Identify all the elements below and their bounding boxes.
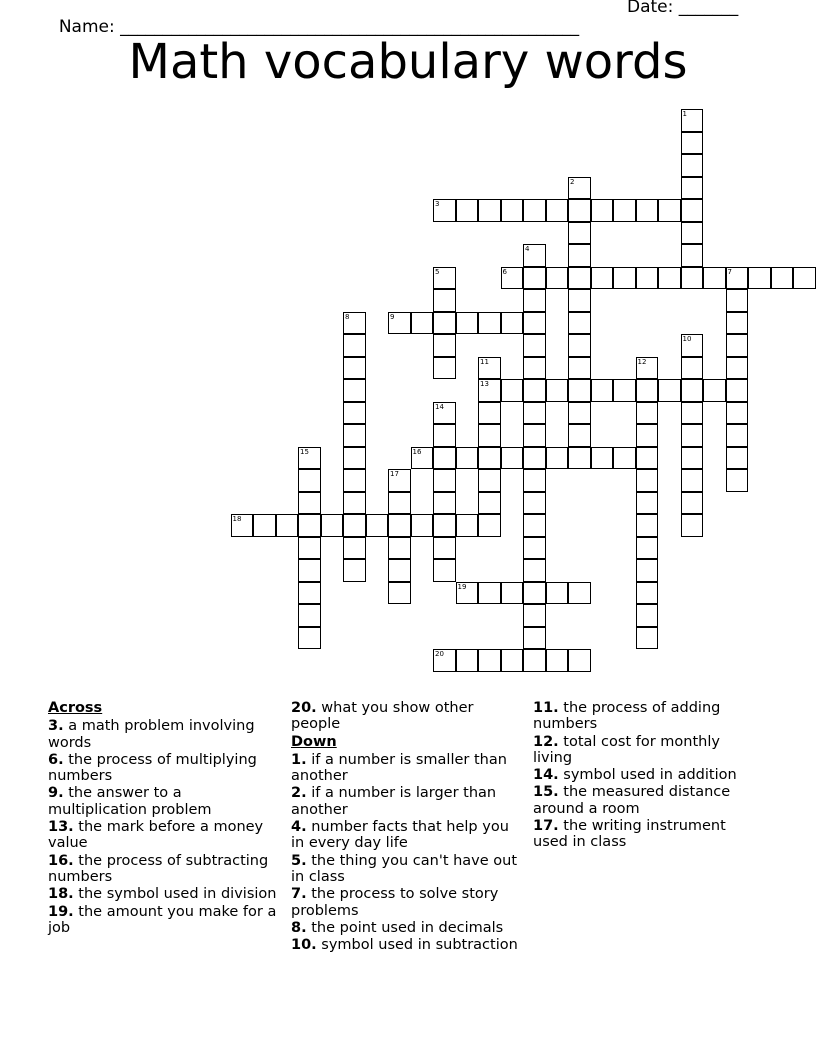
grid-cell[interactable] bbox=[568, 222, 591, 245]
grid-cell[interactable] bbox=[456, 514, 479, 537]
grid-cell[interactable] bbox=[681, 109, 704, 132]
across-heading: Across bbox=[48, 700, 103, 716]
grid-cell[interactable] bbox=[343, 469, 366, 492]
grid-cell[interactable] bbox=[681, 492, 704, 515]
clue-number-label: 8 bbox=[345, 312, 350, 321]
clue-number: 10. bbox=[291, 937, 317, 954]
grid-cell[interactable] bbox=[478, 424, 501, 447]
grid-cell[interactable] bbox=[433, 514, 456, 537]
grid-cell[interactable] bbox=[388, 559, 411, 582]
clue-number: 19. bbox=[48, 903, 74, 920]
clue-text: symbol used in addition bbox=[558, 767, 737, 784]
grid-cell[interactable] bbox=[568, 312, 591, 335]
clue-number: 18. bbox=[48, 886, 74, 903]
grid-cell[interactable] bbox=[343, 514, 366, 537]
clue-text: if a number is larger than another bbox=[291, 785, 497, 818]
grid-cell[interactable] bbox=[726, 379, 749, 402]
grid-cell[interactable] bbox=[276, 514, 299, 537]
grid-cell[interactable] bbox=[523, 402, 546, 425]
clue-number: 7. bbox=[291, 886, 307, 903]
grid-cell[interactable] bbox=[343, 402, 366, 425]
clue-number-label: 12 bbox=[637, 357, 647, 366]
clue-text: total cost for monthly living bbox=[533, 733, 720, 766]
clue-number: 8. bbox=[291, 919, 307, 936]
grid-cell[interactable] bbox=[726, 402, 749, 425]
grid-cell[interactable] bbox=[636, 627, 659, 650]
grid-cell[interactable] bbox=[546, 649, 569, 672]
grid-cell[interactable] bbox=[343, 559, 366, 582]
grid-cell[interactable] bbox=[501, 379, 524, 402]
grid-cell[interactable] bbox=[568, 199, 591, 222]
grid-cell[interactable] bbox=[613, 447, 636, 470]
grid-cell[interactable] bbox=[681, 402, 704, 425]
grid-cell[interactable] bbox=[568, 447, 591, 470]
clue-number-label: 20 bbox=[435, 650, 444, 658]
clue-text: the process of adding numbers bbox=[533, 700, 721, 733]
grid-cell[interactable] bbox=[636, 447, 659, 470]
clue-number: 17. bbox=[533, 818, 559, 835]
clues-column-1 bbox=[48, 700, 280, 937]
grid-cell[interactable] bbox=[546, 199, 569, 222]
clue-number: 11. bbox=[533, 700, 559, 716]
grid-cell[interactable] bbox=[523, 649, 546, 672]
grid-cell[interactable] bbox=[748, 267, 771, 290]
across-clue bbox=[48, 785, 280, 818]
grid-cell[interactable] bbox=[366, 514, 389, 537]
grid-cell[interactable] bbox=[523, 447, 546, 470]
clue-text: the process to solve story problems bbox=[291, 886, 499, 919]
grid-cell[interactable] bbox=[388, 492, 411, 515]
grid-cell[interactable] bbox=[343, 447, 366, 470]
grid-cell[interactable] bbox=[546, 582, 569, 605]
grid-cell[interactable] bbox=[636, 469, 659, 492]
grid-cell[interactable] bbox=[523, 582, 546, 605]
grid-cell[interactable] bbox=[433, 649, 456, 672]
grid-cell[interactable] bbox=[523, 627, 546, 650]
grid-cell[interactable] bbox=[433, 199, 456, 222]
grid-cell[interactable] bbox=[456, 312, 479, 335]
grid-cell[interactable] bbox=[433, 447, 456, 470]
grid-cell[interactable] bbox=[681, 447, 704, 470]
grid-cell[interactable] bbox=[546, 379, 569, 402]
grid-cell[interactable] bbox=[298, 537, 321, 560]
grid-cell[interactable] bbox=[568, 582, 591, 605]
grid-cell[interactable] bbox=[636, 357, 659, 380]
grid-cell[interactable] bbox=[478, 402, 501, 425]
grid-cell[interactable] bbox=[613, 199, 636, 222]
clue-text: the symbol used in division bbox=[73, 886, 277, 903]
grid-cell[interactable] bbox=[343, 424, 366, 447]
across-clue bbox=[48, 904, 280, 937]
grid-cell[interactable] bbox=[658, 199, 681, 222]
grid-cell[interactable] bbox=[636, 402, 659, 425]
grid-cell[interactable] bbox=[681, 357, 704, 380]
grid-cell[interactable] bbox=[478, 379, 501, 402]
grid-cell[interactable] bbox=[433, 402, 456, 425]
grid-cell[interactable] bbox=[523, 424, 546, 447]
grid-cell[interactable] bbox=[343, 537, 366, 560]
grid-cell[interactable] bbox=[681, 199, 704, 222]
down-clue bbox=[291, 937, 523, 953]
grid-cell[interactable] bbox=[433, 537, 456, 560]
grid-cell[interactable] bbox=[343, 379, 366, 402]
grid-cell[interactable] bbox=[523, 492, 546, 515]
grid-cell[interactable] bbox=[681, 469, 704, 492]
clue-number: 14. bbox=[533, 767, 559, 784]
clue-number-label: 11 bbox=[480, 357, 489, 366]
grid-cell[interactable] bbox=[591, 267, 614, 290]
grid-cell[interactable] bbox=[411, 447, 434, 470]
grid-cell[interactable] bbox=[658, 267, 681, 290]
grid-cell[interactable] bbox=[478, 447, 501, 470]
grid-cell[interactable] bbox=[501, 199, 524, 222]
grid-cell[interactable] bbox=[231, 514, 254, 537]
grid-cell[interactable] bbox=[501, 312, 524, 335]
clue-number: 16. bbox=[48, 852, 74, 869]
grid-cell[interactable] bbox=[726, 469, 749, 492]
down-clue bbox=[533, 734, 748, 767]
grid-cell[interactable] bbox=[523, 334, 546, 357]
grid-cell[interactable] bbox=[501, 582, 524, 605]
grid-cell[interactable] bbox=[298, 492, 321, 515]
clue-number: 6. bbox=[48, 751, 64, 768]
clue-text: the mark before a money value bbox=[48, 819, 264, 852]
grid-cell[interactable] bbox=[703, 379, 726, 402]
clue-number-label: 4 bbox=[525, 245, 530, 253]
clue-number-label: 5 bbox=[435, 267, 440, 276]
grid-cell[interactable] bbox=[568, 424, 591, 447]
grid-cell[interactable] bbox=[433, 289, 456, 312]
grid-cell[interactable] bbox=[433, 469, 456, 492]
clue-text: symbol used in subtraction bbox=[316, 937, 518, 954]
clue-number: 9. bbox=[48, 785, 64, 802]
across-clue bbox=[48, 853, 280, 886]
grid-cell[interactable] bbox=[636, 379, 659, 402]
grid-cell[interactable] bbox=[523, 289, 546, 312]
clue-text: what you show other people bbox=[291, 700, 474, 733]
grid-cell[interactable] bbox=[681, 424, 704, 447]
clue-number: 12. bbox=[533, 733, 559, 750]
grid-cell[interactable] bbox=[298, 447, 321, 470]
grid-cell[interactable] bbox=[523, 379, 546, 402]
clue-number-label: 2 bbox=[570, 177, 575, 186]
grid-cell[interactable] bbox=[298, 559, 321, 582]
grid-cell[interactable] bbox=[388, 514, 411, 537]
grid-cell[interactable] bbox=[726, 267, 749, 290]
grid-cell[interactable] bbox=[636, 492, 659, 515]
grid-cell[interactable] bbox=[636, 267, 659, 290]
grid-cell[interactable] bbox=[298, 627, 321, 650]
across-clue bbox=[48, 886, 280, 902]
grid-cell[interactable] bbox=[253, 514, 276, 537]
across-clue bbox=[291, 700, 523, 733]
grid-cell[interactable] bbox=[343, 334, 366, 357]
down-clue bbox=[291, 886, 523, 919]
grid-cell[interactable] bbox=[433, 424, 456, 447]
across-clue bbox=[48, 752, 280, 785]
grid-cell[interactable] bbox=[636, 582, 659, 605]
grid-cell[interactable] bbox=[298, 604, 321, 627]
clue-number: 1. bbox=[291, 751, 307, 768]
clues-column-2 bbox=[291, 700, 523, 954]
clue-number-label: 1 bbox=[682, 110, 687, 118]
page-title: Math vocabulary words bbox=[128, 34, 688, 90]
grid-cell[interactable] bbox=[411, 514, 434, 537]
down-clue bbox=[291, 819, 523, 852]
down-clue bbox=[291, 853, 523, 886]
grid-cell[interactable] bbox=[456, 582, 479, 605]
grid-cell[interactable] bbox=[523, 537, 546, 560]
down-clue bbox=[533, 700, 748, 733]
clue-text: the writing instrument used in class bbox=[533, 818, 726, 851]
grid-cell[interactable] bbox=[501, 267, 524, 290]
grid-cell[interactable] bbox=[681, 132, 704, 155]
grid-cell[interactable] bbox=[726, 312, 749, 335]
clue-number-label: 14 bbox=[435, 402, 444, 411]
grid-cell[interactable] bbox=[546, 267, 569, 290]
grid-cell[interactable] bbox=[726, 334, 749, 357]
grid-cell[interactable] bbox=[343, 357, 366, 380]
clue-number: 13. bbox=[48, 819, 74, 836]
clue-text: the answer to a multiplication problem bbox=[48, 785, 212, 818]
grid-cell[interactable] bbox=[478, 492, 501, 515]
grid-cell[interactable] bbox=[478, 649, 501, 672]
grid-cell[interactable] bbox=[478, 312, 501, 335]
clue-text: if a number is smaller than another bbox=[291, 751, 507, 785]
grid-cell[interactable] bbox=[478, 514, 501, 537]
grid-cell[interactable] bbox=[636, 514, 659, 537]
grid-cell[interactable] bbox=[411, 312, 434, 335]
grid-cell[interactable] bbox=[433, 334, 456, 357]
grid-cell[interactable] bbox=[726, 424, 749, 447]
grid-cell[interactable] bbox=[568, 402, 591, 425]
grid-cell[interactable] bbox=[681, 267, 704, 290]
grid-cell[interactable] bbox=[478, 199, 501, 222]
grid-cell[interactable] bbox=[636, 199, 659, 222]
grid-cell[interactable] bbox=[681, 244, 704, 267]
grid-cell[interactable] bbox=[433, 312, 456, 335]
grid-cell[interactable] bbox=[793, 267, 816, 290]
grid-cell[interactable] bbox=[501, 447, 524, 470]
grid-cell[interactable] bbox=[388, 582, 411, 605]
grid-cell[interactable] bbox=[681, 514, 704, 537]
grid-cell[interactable] bbox=[658, 379, 681, 402]
grid-cell[interactable] bbox=[456, 649, 479, 672]
clue-number-label: 17 bbox=[390, 470, 399, 478]
clue-number: 5. bbox=[291, 852, 307, 869]
down-clue bbox=[533, 784, 748, 817]
grid-cell[interactable] bbox=[343, 492, 366, 515]
down-clue bbox=[291, 752, 523, 785]
grid-cell[interactable] bbox=[636, 559, 659, 582]
grid-cell[interactable] bbox=[636, 604, 659, 627]
date-field[interactable]: Date: _______ bbox=[627, 0, 739, 17]
down-heading: Down bbox=[291, 733, 337, 750]
down-clue bbox=[291, 785, 523, 818]
grid-cell[interactable] bbox=[433, 492, 456, 515]
grid-cell[interactable] bbox=[681, 334, 704, 357]
grid-cell[interactable] bbox=[523, 244, 546, 267]
clue-number-label: 3 bbox=[435, 200, 440, 208]
clue-text: the thing you can't have out in class bbox=[291, 852, 518, 885]
clue-number: 15. bbox=[533, 784, 559, 801]
grid-cell[interactable] bbox=[613, 267, 636, 290]
clue-number-label: 9 bbox=[390, 312, 395, 321]
grid-cell[interactable] bbox=[568, 267, 591, 290]
grid-cell[interactable] bbox=[703, 267, 726, 290]
clue-text: the process of multiplying numbers bbox=[48, 751, 257, 785]
grid-cell[interactable] bbox=[726, 289, 749, 312]
down-clue bbox=[291, 920, 523, 936]
clue-number: 4. bbox=[291, 819, 307, 836]
clue-text: a math problem involving words bbox=[48, 718, 255, 751]
grid-cell[interactable] bbox=[523, 267, 546, 290]
clues-column-3 bbox=[533, 700, 748, 852]
clue-number-label: 16 bbox=[412, 447, 422, 456]
clue-number-label: 13 bbox=[480, 380, 489, 388]
clue-text: the process of subtracting numbers bbox=[48, 852, 269, 885]
clue-text: the measured distance around a room bbox=[533, 784, 731, 817]
grid-cell[interactable] bbox=[478, 582, 501, 605]
grid-cell[interactable] bbox=[523, 312, 546, 335]
grid-cell[interactable] bbox=[456, 447, 479, 470]
clue-text: the amount you make for a job bbox=[48, 903, 277, 936]
grid-cell[interactable] bbox=[591, 199, 614, 222]
grid-cell[interactable] bbox=[501, 649, 524, 672]
grid-cell[interactable] bbox=[298, 469, 321, 492]
clue-number-label: 19 bbox=[457, 582, 467, 591]
grid-cell[interactable] bbox=[636, 424, 659, 447]
across-clue bbox=[48, 718, 280, 751]
grid-cell[interactable] bbox=[523, 514, 546, 537]
grid-cell[interactable] bbox=[568, 244, 591, 267]
grid-cell[interactable] bbox=[568, 289, 591, 312]
grid-cell[interactable] bbox=[568, 334, 591, 357]
grid-cell[interactable] bbox=[681, 379, 704, 402]
grid-cell[interactable] bbox=[298, 582, 321, 605]
clue-number-label: 10 bbox=[682, 335, 692, 343]
grid-cell[interactable] bbox=[726, 357, 749, 380]
grid-cell[interactable] bbox=[456, 199, 479, 222]
clue-number-label: 6 bbox=[502, 267, 507, 276]
clue-number: 3. bbox=[48, 718, 64, 735]
grid-cell[interactable] bbox=[433, 559, 456, 582]
grid-cell[interactable] bbox=[433, 267, 456, 290]
grid-cell[interactable] bbox=[636, 537, 659, 560]
grid-cell[interactable] bbox=[681, 154, 704, 177]
clue-number-label: 7 bbox=[727, 267, 732, 276]
grid-cell[interactable] bbox=[321, 514, 344, 537]
grid-cell[interactable] bbox=[613, 379, 636, 402]
down-clue bbox=[533, 818, 748, 851]
grid-cell[interactable] bbox=[523, 604, 546, 627]
name-field[interactable]: Name: ______________________________________________________ bbox=[58, 17, 580, 37]
grid-cell[interactable] bbox=[681, 222, 704, 245]
down-clue bbox=[533, 767, 748, 783]
across-clue bbox=[48, 819, 280, 852]
grid-cell[interactable] bbox=[568, 177, 591, 200]
grid-cell[interactable] bbox=[591, 379, 614, 402]
grid-cell[interactable] bbox=[523, 469, 546, 492]
clue-text: number facts that help you in every day life bbox=[291, 819, 509, 852]
grid-cell[interactable] bbox=[298, 514, 321, 537]
grid-cell[interactable] bbox=[478, 357, 501, 380]
grid-cell[interactable] bbox=[771, 267, 794, 290]
grid-cell[interactable] bbox=[568, 379, 591, 402]
grid-cell[interactable] bbox=[523, 357, 546, 380]
grid-cell[interactable] bbox=[681, 177, 704, 200]
clue-number-label: 18 bbox=[232, 515, 242, 523]
grid-cell[interactable] bbox=[478, 469, 501, 492]
clue-number: 20. bbox=[291, 700, 317, 716]
clue-number: 2. bbox=[291, 785, 307, 802]
clue-number-label: 15 bbox=[300, 447, 309, 456]
grid-cell[interactable] bbox=[433, 357, 456, 380]
grid-cell[interactable] bbox=[388, 469, 411, 492]
grid-cell[interactable] bbox=[546, 447, 569, 470]
grid-cell[interactable] bbox=[388, 537, 411, 560]
grid-cell[interactable] bbox=[568, 357, 591, 380]
grid-cell[interactable] bbox=[523, 559, 546, 582]
grid-cell[interactable] bbox=[388, 312, 411, 335]
clue-text: the point used in decimals bbox=[306, 919, 504, 936]
grid-cell[interactable] bbox=[591, 447, 614, 470]
grid-cell[interactable] bbox=[568, 649, 591, 672]
grid-cell[interactable] bbox=[523, 199, 546, 222]
grid-cell[interactable] bbox=[343, 312, 366, 335]
grid-cell[interactable] bbox=[726, 447, 749, 470]
